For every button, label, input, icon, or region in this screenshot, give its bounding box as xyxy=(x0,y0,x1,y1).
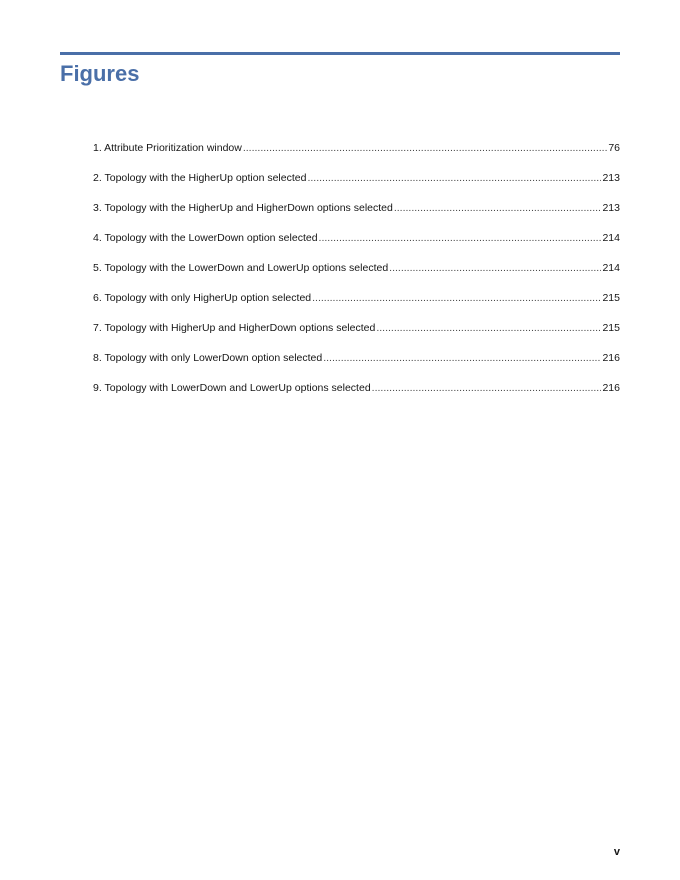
figure-entry-3[interactable] xyxy=(93,200,620,230)
figure-title: Topology with HigherUp and HigherDown options selected xyxy=(104,322,376,334)
figure-number: 7. xyxy=(93,322,102,334)
figure-entry-5[interactable] xyxy=(93,260,620,290)
dot-leader xyxy=(389,260,601,276)
figure-entry-2[interactable] xyxy=(93,170,620,200)
figure-entry-9[interactable] xyxy=(93,380,620,410)
figure-label xyxy=(93,380,371,396)
figure-page-number: 214 xyxy=(602,232,620,244)
figure-page-number: 214 xyxy=(602,262,620,274)
figure-title: Topology with the LowerDown and LowerUp options selected xyxy=(104,262,389,274)
page-folio: v xyxy=(613,846,620,858)
dot-leader xyxy=(376,320,601,336)
dot-leader xyxy=(312,290,601,306)
figure-title: Topology with only HigherUp option selected xyxy=(104,292,312,304)
figure-number: 1. xyxy=(93,142,102,154)
figure-page-number: 213 xyxy=(602,172,620,184)
dot-leader xyxy=(319,230,602,246)
figure-page-number: 215 xyxy=(602,292,620,304)
figure-title: Topology with LowerDown and LowerUp options selected xyxy=(104,382,371,394)
title-rule xyxy=(60,52,620,55)
figure-title: Attribute Prioritization window xyxy=(104,142,242,154)
dot-leader xyxy=(394,200,602,216)
figure-entry-7[interactable] xyxy=(93,320,620,350)
figure-entry-1[interactable] xyxy=(93,140,620,170)
figure-page-number: 216 xyxy=(602,352,620,364)
figures-list xyxy=(93,140,620,410)
figure-label xyxy=(93,290,311,306)
figure-title: Topology with the LowerDown option selected xyxy=(104,232,318,244)
dot-leader xyxy=(243,140,607,156)
figure-label xyxy=(93,320,375,336)
figure-number: 4. xyxy=(93,232,102,244)
figure-page-number: 215 xyxy=(602,322,620,334)
figure-label xyxy=(93,200,393,216)
figure-number: 2. xyxy=(93,172,102,184)
figure-number: 5. xyxy=(93,262,102,274)
figure-label xyxy=(93,260,388,276)
figure-label xyxy=(93,230,318,246)
figure-label xyxy=(93,350,322,366)
figure-number: 3. xyxy=(93,202,102,214)
figure-page-number: 213 xyxy=(602,202,620,214)
page-title: Figures xyxy=(60,61,140,86)
figure-entry-6[interactable] xyxy=(93,290,620,320)
figure-label xyxy=(93,140,242,156)
dot-leader xyxy=(307,170,601,186)
figure-number: 9. xyxy=(93,382,102,394)
figure-number: 6. xyxy=(93,292,102,304)
figure-title: Topology with the HigherUp and HigherDown options selected xyxy=(104,202,393,214)
dot-leader xyxy=(372,380,602,396)
figure-entry-4[interactable] xyxy=(93,230,620,260)
figure-number: 8. xyxy=(93,352,102,364)
figure-title: Topology with the HigherUp option selected xyxy=(104,172,307,184)
figure-label xyxy=(93,170,306,186)
figure-page-number: 216 xyxy=(602,382,620,394)
figure-entry-8[interactable] xyxy=(93,350,620,380)
dot-leader xyxy=(323,350,601,366)
figure-page-number: 76 xyxy=(608,142,620,154)
figure-title: Topology with only LowerDown option selected xyxy=(104,352,323,364)
